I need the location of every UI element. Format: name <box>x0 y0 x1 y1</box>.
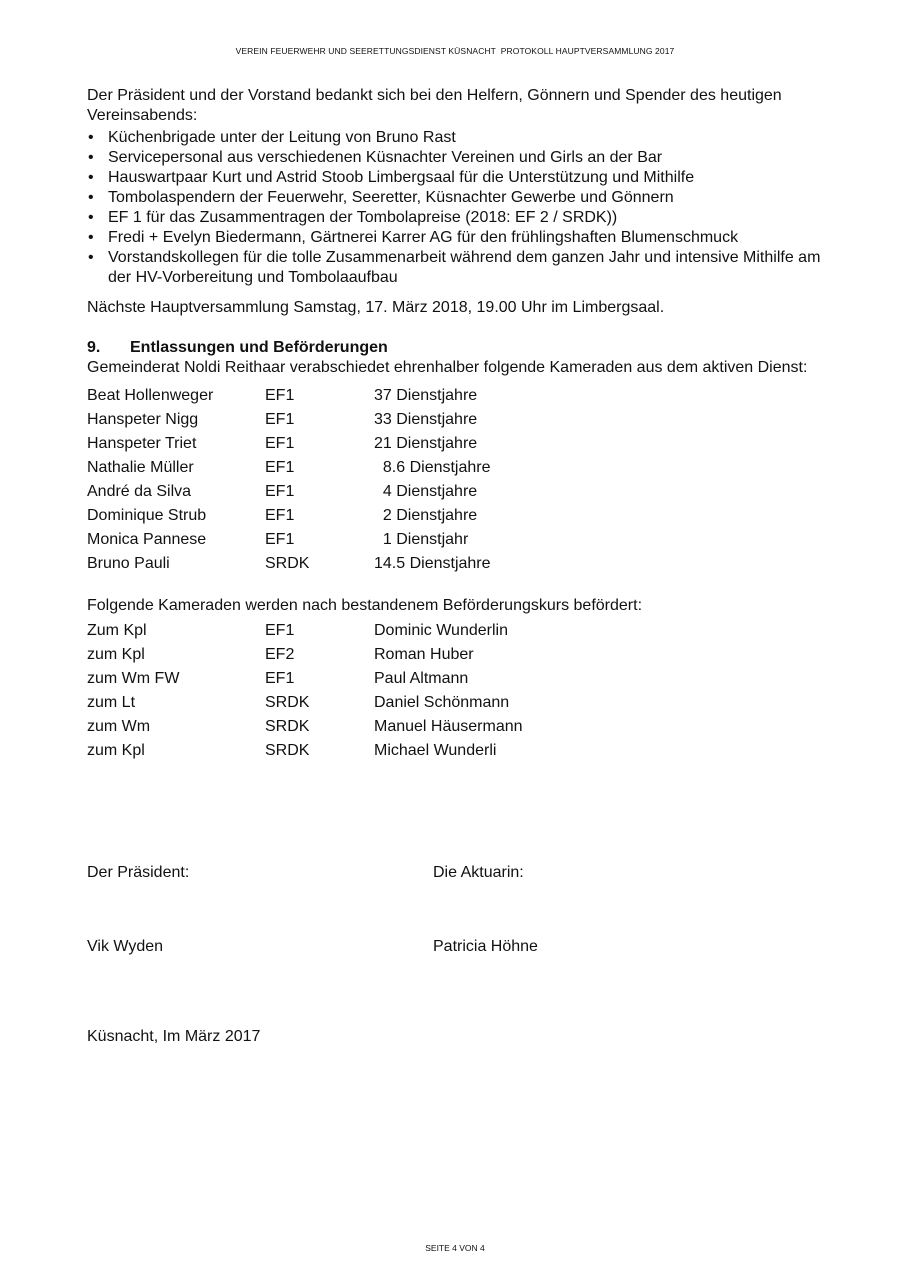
service-years: 1 Dienstjahr <box>374 531 469 548</box>
promotion-rank: zum Kpl <box>87 742 145 759</box>
thanks-list <box>87 128 827 288</box>
promotion-name: Manuel Häusermann <box>374 718 523 735</box>
table-row <box>87 693 574 717</box>
retirement-table <box>87 386 574 578</box>
member-unit: EF1 <box>265 483 295 500</box>
list-item: • Hauswartpaar Kurt und Astrid Stoob Limbergsaal für die Unterstützung und Mithilfe <box>87 168 827 188</box>
section-heading <box>87 338 827 358</box>
thanks-intro: Der Präsident und der Vorstand bedankt sich bei den Helfern, Gönnern und Spender des heutigen Vereinsabends: <box>87 87 782 124</box>
member-unit: EF1 <box>265 459 295 476</box>
running-header: VEREIN FEUERWEHR UND SEERETTUNGSDIENST KÜSNACHT PROTOKOLL HAUPTVERSAMMLUNG 2017 <box>235 46 675 56</box>
list-item: • Küchenbrigade unter der Leitung von Bruno Rast <box>87 128 827 148</box>
table-row <box>87 434 574 458</box>
promotion-rank: zum Lt <box>87 694 136 711</box>
member-name: Hanspeter Nigg <box>87 411 199 428</box>
table-row <box>87 669 574 693</box>
member-name: Dominique Strub <box>87 507 207 524</box>
service-years: 33 Dienstjahre <box>374 411 478 428</box>
promotion-name: Paul Altmann <box>374 670 469 687</box>
table-row <box>87 717 574 741</box>
service-years: 14.5 Dienstjahre <box>374 555 491 572</box>
member-name: André da Silva <box>87 483 192 500</box>
place-date: Küsnacht, Im März 2017 <box>87 1028 261 1045</box>
secretary-name: Patricia Höhne <box>433 938 538 955</box>
member-unit: EF1 <box>265 507 295 524</box>
service-years: 4 Dienstjahre <box>374 483 478 500</box>
list-item: • EF 1 für das Zusammentragen der Tombolapreise (2018: EF 2 / SRDK)) <box>87 208 827 228</box>
promotion-name: Michael Wunderli <box>374 742 497 759</box>
promotion-unit: SRDK <box>265 694 310 711</box>
service-years: 37 Dienstjahre <box>374 387 478 404</box>
table-row <box>87 645 574 669</box>
page-number: SEITE 4 VON 4 <box>425 1243 485 1253</box>
member-name: Monica Pannese <box>87 531 207 548</box>
secretary-label: Die Aktuarin: <box>433 864 524 881</box>
president-name: Vik Wyden <box>87 938 164 955</box>
promotion-unit: EF1 <box>265 622 295 639</box>
promotion-unit: SRDK <box>265 742 310 759</box>
table-row <box>87 386 574 410</box>
list-item: • Vorstandskollegen für die tolle Zusammenarbeit während dem ganzen Jahr und intensive Mithilfe am der HV-Vorbereitung und Tombolaaufbau <box>87 248 827 288</box>
member-name: Beat Hollenweger <box>87 387 214 404</box>
table-row <box>87 621 574 645</box>
promotions-intro: Folgende Kameraden werden nach bestandenem Beförderungskurs befördert: <box>87 597 643 614</box>
promotion-rank: zum Wm FW <box>87 670 180 687</box>
president-label: Der Präsident: <box>87 864 190 881</box>
retirement-intro: Gemeinderat Noldi Reithaar verabschiedet ehrenhalber folgende Kameraden aus dem aktiven Dienst: <box>87 359 808 376</box>
member-name: Bruno Pauli <box>87 555 170 572</box>
list-item: • Servicepersonal aus verschiedenen Küsnachter Vereinen und Girls an der Bar <box>87 148 827 168</box>
member-unit: EF1 <box>265 411 295 428</box>
member-name: Nathalie Müller <box>87 459 194 476</box>
service-years: 8.6 Dienstjahre <box>374 459 491 476</box>
promotion-unit: SRDK <box>265 718 310 735</box>
promotion-name: Dominic Wunderlin <box>374 622 508 639</box>
list-item: • Fredi + Evelyn Biedermann, Gärtnerei Karrer AG für den frühlingshaften Blumenschmuck <box>87 228 827 248</box>
promotion-name: Daniel Schönmann <box>374 694 510 711</box>
member-unit: EF1 <box>265 387 295 404</box>
service-years: 21 Dienstjahre <box>374 435 478 452</box>
section-title: Entlassungen und Beförderungen <box>130 339 388 356</box>
member-unit: SRDK <box>265 555 310 572</box>
table-row <box>87 482 574 506</box>
page-body <box>87 86 827 765</box>
table-row <box>87 458 574 482</box>
promotion-name: Roman Huber <box>374 646 474 663</box>
member-name: Hanspeter Triet <box>87 435 197 452</box>
promotion-unit: EF1 <box>265 670 295 687</box>
promotion-rank: zum Wm <box>87 718 151 735</box>
promotion-rank: zum Kpl <box>87 646 145 663</box>
member-unit: EF1 <box>265 435 295 452</box>
section-number: 9. <box>87 339 101 356</box>
service-years: 2 Dienstjahre <box>374 507 478 524</box>
table-row <box>87 741 574 765</box>
table-row <box>87 554 574 578</box>
promotion-rank: Zum Kpl <box>87 622 147 639</box>
member-unit: EF1 <box>265 531 295 548</box>
table-row <box>87 410 574 434</box>
promotion-unit: EF2 <box>265 646 295 663</box>
next-meeting-note: Nächste Hauptversammlung Samstag, 17. März 2018, 19.00 Uhr im Limbergsaal. <box>87 299 665 316</box>
list-item: • Tombolaspendern der Feuerwehr, Seeretter, Küsnachter Gewerbe und Gönnern <box>87 188 827 208</box>
table-row <box>87 530 574 554</box>
promotions-table <box>87 621 574 765</box>
table-row <box>87 506 574 530</box>
